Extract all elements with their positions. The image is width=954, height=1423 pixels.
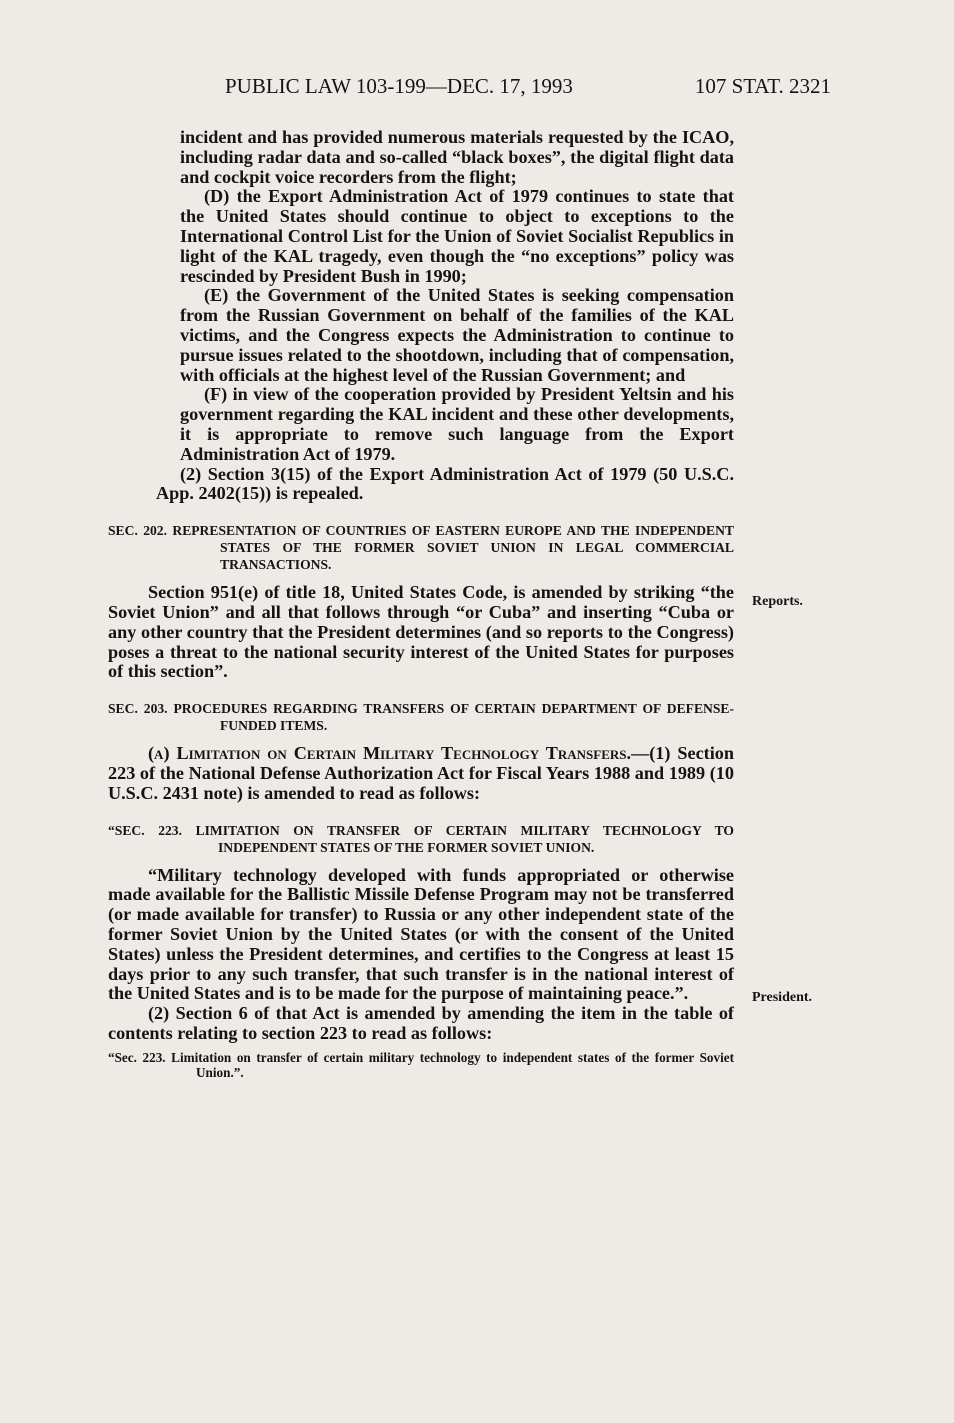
section-203-a (108, 744, 734, 803)
section-203-a-label: (a) Limitation on Certain Military Technology Transfers. (148, 743, 632, 764)
paragraph-d: (D) the Export Administration Act of 1979 continues to state that the United States should continue to object to exceptions to the International Control List for the Union of Soviet Socialist Republics in light of the KAL tragedy, even though the “no exceptions” policy was rescinded by President Bush in 1990; (180, 186, 734, 286)
header-law-citation: PUBLIC LAW 103-199—DEC. 17, 1993 (225, 74, 573, 98)
section-202-text: Section 951(e) of title 18, United States Code, is amended by striking “the Soviet Union” and all that follows through “or Cuba” and inserting “Cuba or any other country that the President determines (and so reports to the Congress) poses a threat to the national security interest of the United States for purposes of this section”. (108, 582, 734, 682)
margin-note-reports: Reports. (752, 594, 803, 609)
body-text (108, 128, 734, 1080)
header-statute-page: 107 STAT. 2321 (694, 74, 831, 98)
margin-note-president: President. (752, 990, 813, 1005)
toc-entry: “Sec. 223. Limitation on transfer of certain military technology to independent states of the former Soviet Union.”. (108, 1049, 734, 1080)
paragraph-c-continued: incident and has provided numerous materials requested by the ICAO, including radar data and so-called “black boxes”, the digital flight data and cockpit voice recorders from the flight; (180, 127, 734, 187)
paragraph-2b: (2) Section 6 of that Act is amended by amending the item in the table of contents relating to section 223 to read as follows: (108, 1003, 734, 1043)
list-block (108, 128, 734, 465)
page-header (225, 74, 831, 104)
section-203-a-text: —(1) Section 223 of the National Defense Authorization Act for Fiscal Years 1988 and 1989 (10 U.S.C. 2431 note) is amended to read as follows: (108, 743, 734, 803)
section-202-heading: SEC. 202. REPRESENTATION OF COUNTRIES OF EASTERN EUROPE AND THE INDEPENDENT STATES OF THE FORMER SOVIET UNION IN LEGAL COMMERCIAL TRANSACTIONS. (108, 523, 734, 573)
section-223-text: “Military technology developed with funds appropriated or otherwise made available for the Ballistic Missile Defense Program may not be transferred (or made available for transfer) to Russia or any other independent state of the former Soviet Union by the United States (or with the consent of the United States) unless the President determines, and certifies to the Congress at least 15 days prior to any such transfer, that such transfer is in the national interest of the United States and is to be made for the purpose of maintaining peace.”. (108, 864, 734, 1004)
paragraph-f: (F) in view of the cooperation provided by President Yeltsin and his government regarding the KAL incident and these other developments, it is appropriate to remove such language from the Export Administration Act of 1979. (180, 384, 734, 464)
section-223-heading: “SEC. 223. LIMITATION ON TRANSFER OF CERTAIN MILITARY TECHNOLOGY TO INDEPENDENT STATES OF THE FORMER SOVIET UNION. (108, 822, 734, 855)
paragraph-e: (E) the Government of the United States is seeking compensation from the Russian Government on behalf of the families of the KAL victims, and the Congress expects the Administration to continue to pursue issues related to the shootdown, including that of compensation, with officials at the highest level of the Russian Government; and (180, 285, 734, 385)
paragraph-2: (2) Section 3(15) of the Export Administration Act of 1979 (50 U.S.C. App. 2402(15)) is repealed. (156, 463, 734, 504)
section-203-heading: SEC. 203. PROCEDURES REGARDING TRANSFERS OF CERTAIN DEPARTMENT OF DEFENSE-FUNDED ITEMS. (108, 701, 734, 734)
